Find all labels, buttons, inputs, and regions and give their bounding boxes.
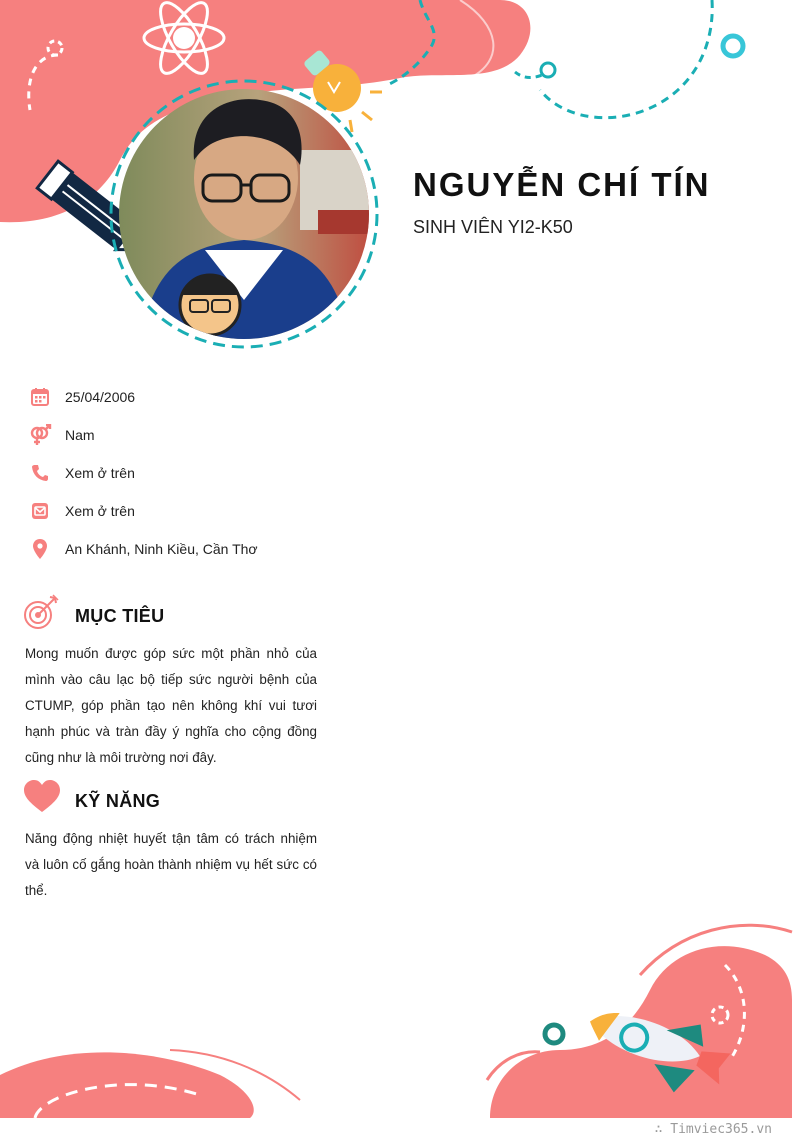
contact-birthdate (28, 385, 136, 409)
phone-icon (28, 461, 52, 485)
contact-address (28, 537, 258, 561)
phone-value: Xem ở trên (65, 465, 135, 481)
calendar-icon (28, 385, 52, 409)
address-value: An Khánh, Ninh Kiều, Cần Thơ (65, 541, 258, 557)
email-value: Xem ở trên (65, 503, 135, 519)
contact-phone (28, 461, 135, 485)
candidate-name: NGUYỄN CHÍ TÍN (413, 166, 711, 203)
birthdate-value: 25/04/2006 (65, 389, 136, 405)
objective-heading: MỤC TIÊU (75, 606, 165, 626)
contact-email (28, 499, 135, 523)
skills-heading: KỸ NĂNG (75, 791, 161, 811)
gender-value: Nam (65, 427, 95, 443)
objective-text: Mong muốn được góp sức một phần nhỏ của mình vào câu lạc bộ tiếp sức người bệnh của CTUMP, góp phần tạo nên không khí vui tươi hạnh phúc và tràn đầy ý nghĩa cho cộng đồng cũng như là môi trường nơi đây. (25, 646, 317, 765)
target-icon (22, 593, 62, 633)
gender-icon (28, 423, 52, 447)
email-icon (28, 499, 52, 523)
contact-gender (28, 423, 95, 447)
skills-text: Năng động nhiệt huyết tận tâm có trách nhiệm và luôn cố gắng hoàn thành nhiệm vụ hết sức có thể. (25, 831, 317, 898)
location-pin-icon (28, 537, 52, 561)
heart-icon (22, 778, 62, 818)
candidate-title: SINH VIÊN YI2-K50 (413, 217, 573, 237)
footer-brand[interactable]: ∴ Timviec365.vn (654, 1122, 772, 1137)
